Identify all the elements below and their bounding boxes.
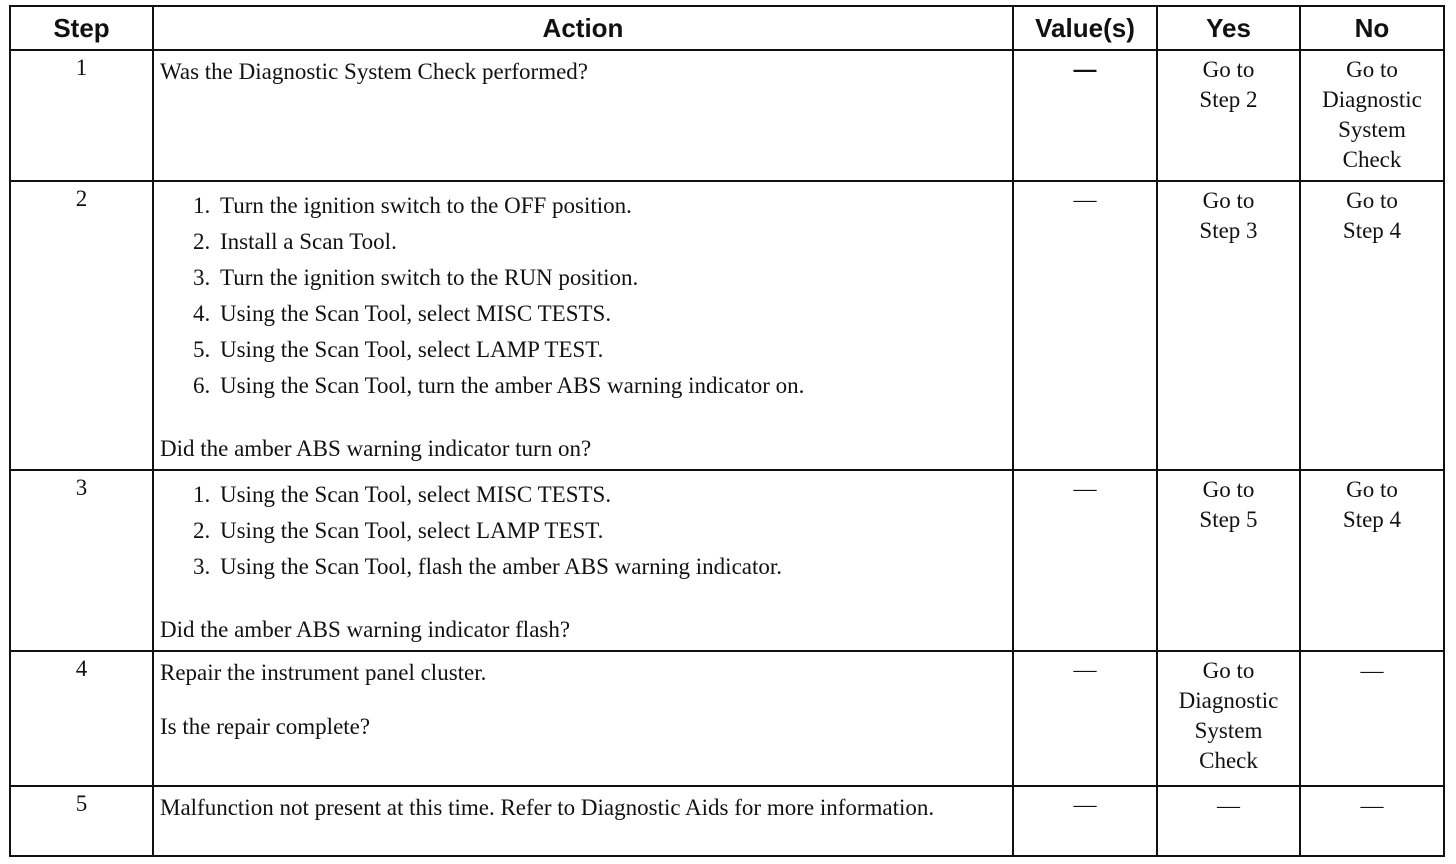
header-action: Action: [153, 6, 1013, 50]
no-cell: [1300, 470, 1444, 651]
list-item: 1. Turn the ignition switch to the OFF position.: [216, 188, 1004, 224]
table-row: [10, 470, 1444, 651]
action-text: Was the Diagnostic System Check performed?: [160, 59, 589, 84]
action-cell: [153, 470, 1013, 651]
list-item: 2. Using the Scan Tool, select LAMP TEST.: [216, 513, 1004, 549]
value-text: —: [1073, 56, 1097, 82]
header-row: [10, 6, 1444, 50]
value-text: —: [1073, 656, 1097, 682]
step-number: 5: [10, 786, 153, 856]
list-item: 1. Using the Scan Tool, select MISC TESTS.: [216, 477, 1004, 513]
action-question: Did the amber ABS warning indicator turn on?: [160, 435, 592, 461]
yes-cell: [1157, 470, 1300, 651]
value-cell: [1013, 786, 1157, 856]
value-text: —: [1073, 791, 1097, 817]
no-text: —: [1360, 792, 1384, 818]
no-cell: [1300, 651, 1444, 786]
table-row: [10, 786, 1444, 856]
yes-text: Go to Step 5: [1199, 477, 1258, 533]
yes-text: Go to Step 2: [1199, 57, 1258, 112]
yes-text: Go to Diagnostic System Check: [1178, 657, 1279, 773]
yes-cell: [1157, 50, 1300, 181]
yes-text: Go to Step 3: [1199, 187, 1258, 243]
value-text: —: [1073, 186, 1097, 212]
value-cell: [1013, 470, 1157, 651]
value-cell: [1013, 181, 1157, 470]
no-text: Go to Step 4: [1342, 187, 1402, 243]
table-row: [10, 181, 1444, 470]
action-text: Repair the instrument panel cluster.: [160, 659, 487, 685]
table-row: [10, 50, 1444, 181]
step-number: 3: [10, 470, 153, 651]
header-step: Step: [10, 6, 153, 50]
header-yes: Yes: [1157, 6, 1300, 50]
list-item: 3. Turn the ignition switch to the RUN position.: [216, 260, 1004, 296]
no-cell: [1300, 181, 1444, 470]
action-text: Malfunction not present at this time. Refer to Diagnostic Aids for more information.: [160, 794, 935, 820]
list-item: 5. Using the Scan Tool, select LAMP TEST.: [216, 332, 1004, 368]
action-question: Is the repair complete?: [160, 713, 371, 739]
no-cell: [1300, 50, 1444, 181]
step-number: 1: [10, 50, 153, 181]
action-cell: [153, 786, 1013, 856]
header-no: No: [1300, 6, 1444, 50]
no-text: Go to Diagnostic System Check: [1322, 57, 1422, 172]
action-cell: [153, 50, 1013, 181]
no-cell: [1300, 786, 1444, 856]
header-values: Value(s): [1013, 6, 1157, 50]
no-text: —: [1360, 657, 1384, 683]
no-text: Go to Step 4: [1342, 477, 1402, 533]
action-cell: [153, 651, 1013, 786]
value-cell: [1013, 651, 1157, 786]
action-steps-list: [160, 188, 1004, 404]
table-row: [10, 651, 1444, 786]
action-cell: [153, 181, 1013, 470]
list-item: 2. Install a Scan Tool.: [216, 224, 1004, 260]
list-item: 4. Using the Scan Tool, select MISC TESTS.: [216, 296, 1004, 332]
yes-text: —: [1217, 792, 1240, 818]
yes-cell: [1157, 651, 1300, 786]
diagnostic-table: [9, 5, 1445, 857]
step-number: 4: [10, 651, 153, 786]
yes-cell: [1157, 786, 1300, 856]
action-steps-list: [160, 477, 1004, 585]
list-item: 6. Using the Scan Tool, turn the amber ABS warning indicator on.: [216, 368, 1004, 404]
yes-cell: [1157, 181, 1300, 470]
value-cell: [1013, 50, 1157, 181]
action-question: Did the amber ABS warning indicator flash?: [160, 617, 571, 643]
value-text: —: [1073, 476, 1097, 502]
list-item: 3. Using the Scan Tool, flash the amber ABS warning indicator.: [216, 549, 1004, 585]
step-number: 2: [10, 181, 153, 470]
